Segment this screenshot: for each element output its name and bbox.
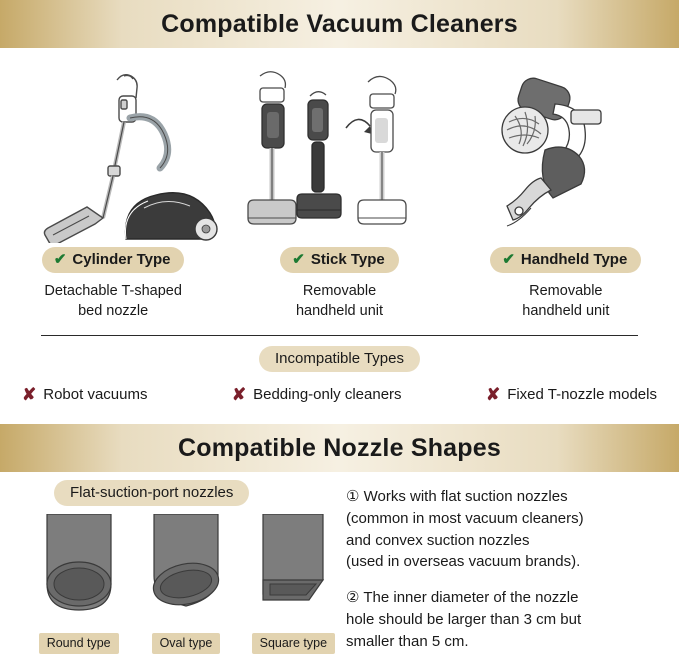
caption-cylinder-line2: bed nozzle [78,302,149,319]
nozzle-label-oval: Oval type [152,633,221,654]
stick-vacuum-illustration [234,58,444,243]
nozzle-label-square: Square type [252,633,335,654]
section-two-title: Compatible Nozzle Shapes [178,433,501,462]
nozzle-note-2-line2: hole should be larger than 3 cm but [346,610,582,628]
round-nozzle-svg [33,514,125,624]
nozzle-label-round: Round type [39,633,119,654]
check-icon: ✔ [53,251,67,268]
stick-vacuum-svg [234,58,444,243]
incompatible-label-bedding: Bedding-only cleaners [253,386,402,404]
nozzle-figures-panel [0,472,340,662]
vacuum-type-captions [0,282,679,321]
nozzle-note-2-line3: smaller than 5 cm. [346,632,469,650]
nozzle-note-1-line4: (used in overseas vacuum brands). [346,553,581,571]
square-nozzle-illustration [247,514,340,654]
caption-handheld-line1: Removable [529,283,603,299]
badge-handheld-label: Handheld Type [520,251,628,268]
square-nozzle-svg [247,514,339,624]
round-nozzle-illustration [32,514,125,654]
check-icon: ✔ [292,251,305,268]
compatible-vacuums-banner [0,0,679,48]
pill-wrap-stick [234,247,444,273]
badge-incompatible-types: Incompatible Types [259,346,420,372]
badge-cylinder-label: Cylinder Type [72,251,171,268]
incompatible-header [0,346,679,372]
canister-vacuum-illustration [15,58,225,243]
pill-wrap-cylinder [8,247,218,273]
caption-stick-line2: handheld unit [295,302,384,319]
badge-stick-type [280,247,399,273]
cross-icon: ✘ [231,385,247,405]
canister-vacuum-svg [20,58,220,243]
compatible-nozzles-section [0,472,679,662]
nozzle-note-1-line3: and convex suction nozzles [346,531,530,549]
nozzle-note-1-line1: ① Works with flat suction nozzles [346,488,568,505]
incompatible-label-fixed-nozzle: Fixed T-nozzle models [507,386,657,404]
badge-handheld-type [490,247,641,273]
caption-cylinder [8,282,218,321]
nozzle-note-2-line1: ② The inner diameter of the nozzle [346,589,579,606]
handheld-vacuum-illustration [454,58,664,243]
cross-icon: ✘ [485,385,501,405]
incompatible-label-robot: Robot vacuums [43,386,148,404]
compatible-nozzles-banner [0,424,679,472]
vacuum-illustrations-row [0,48,679,243]
section-one-title: Compatible Vacuum Cleaners [161,9,518,38]
handheld-vacuum-svg [459,58,659,243]
incompatible-item-bedding [232,386,402,403]
nozzle-group-header [12,472,340,506]
vacuum-type-pills [0,247,679,273]
caption-cylinder-line1: Detachable T-shaped [44,283,182,299]
incompatible-item-fixed-nozzle [486,386,657,403]
nozzle-note-1-line2: (common in most vacuum cleaners) [346,509,584,527]
caption-handheld [461,282,671,321]
caption-stick [234,282,444,321]
nozzle-figure-row [12,514,340,654]
oval-nozzle-illustration [139,514,232,654]
nozzle-note-1 [346,486,667,573]
badge-flat-suction-port: Flat-suction-port nozzles [54,480,249,506]
badge-stick-label: Stick Type [310,251,385,268]
caption-handheld-line2: handheld unit [522,302,610,319]
pill-wrap-handheld [461,247,671,273]
nozzle-note-2 [346,587,667,652]
section-divider [41,335,638,336]
cross-icon: ✘ [22,385,37,405]
incompatible-list [0,386,679,403]
nozzle-notes-panel [340,472,679,662]
oval-nozzle-svg [140,514,232,624]
badge-cylinder-type [42,247,185,273]
compatible-vacuums-section [0,48,679,424]
caption-stick-line1: Removable [302,283,377,299]
incompatible-item-robot [22,386,147,403]
check-icon: ✔ [502,251,515,268]
